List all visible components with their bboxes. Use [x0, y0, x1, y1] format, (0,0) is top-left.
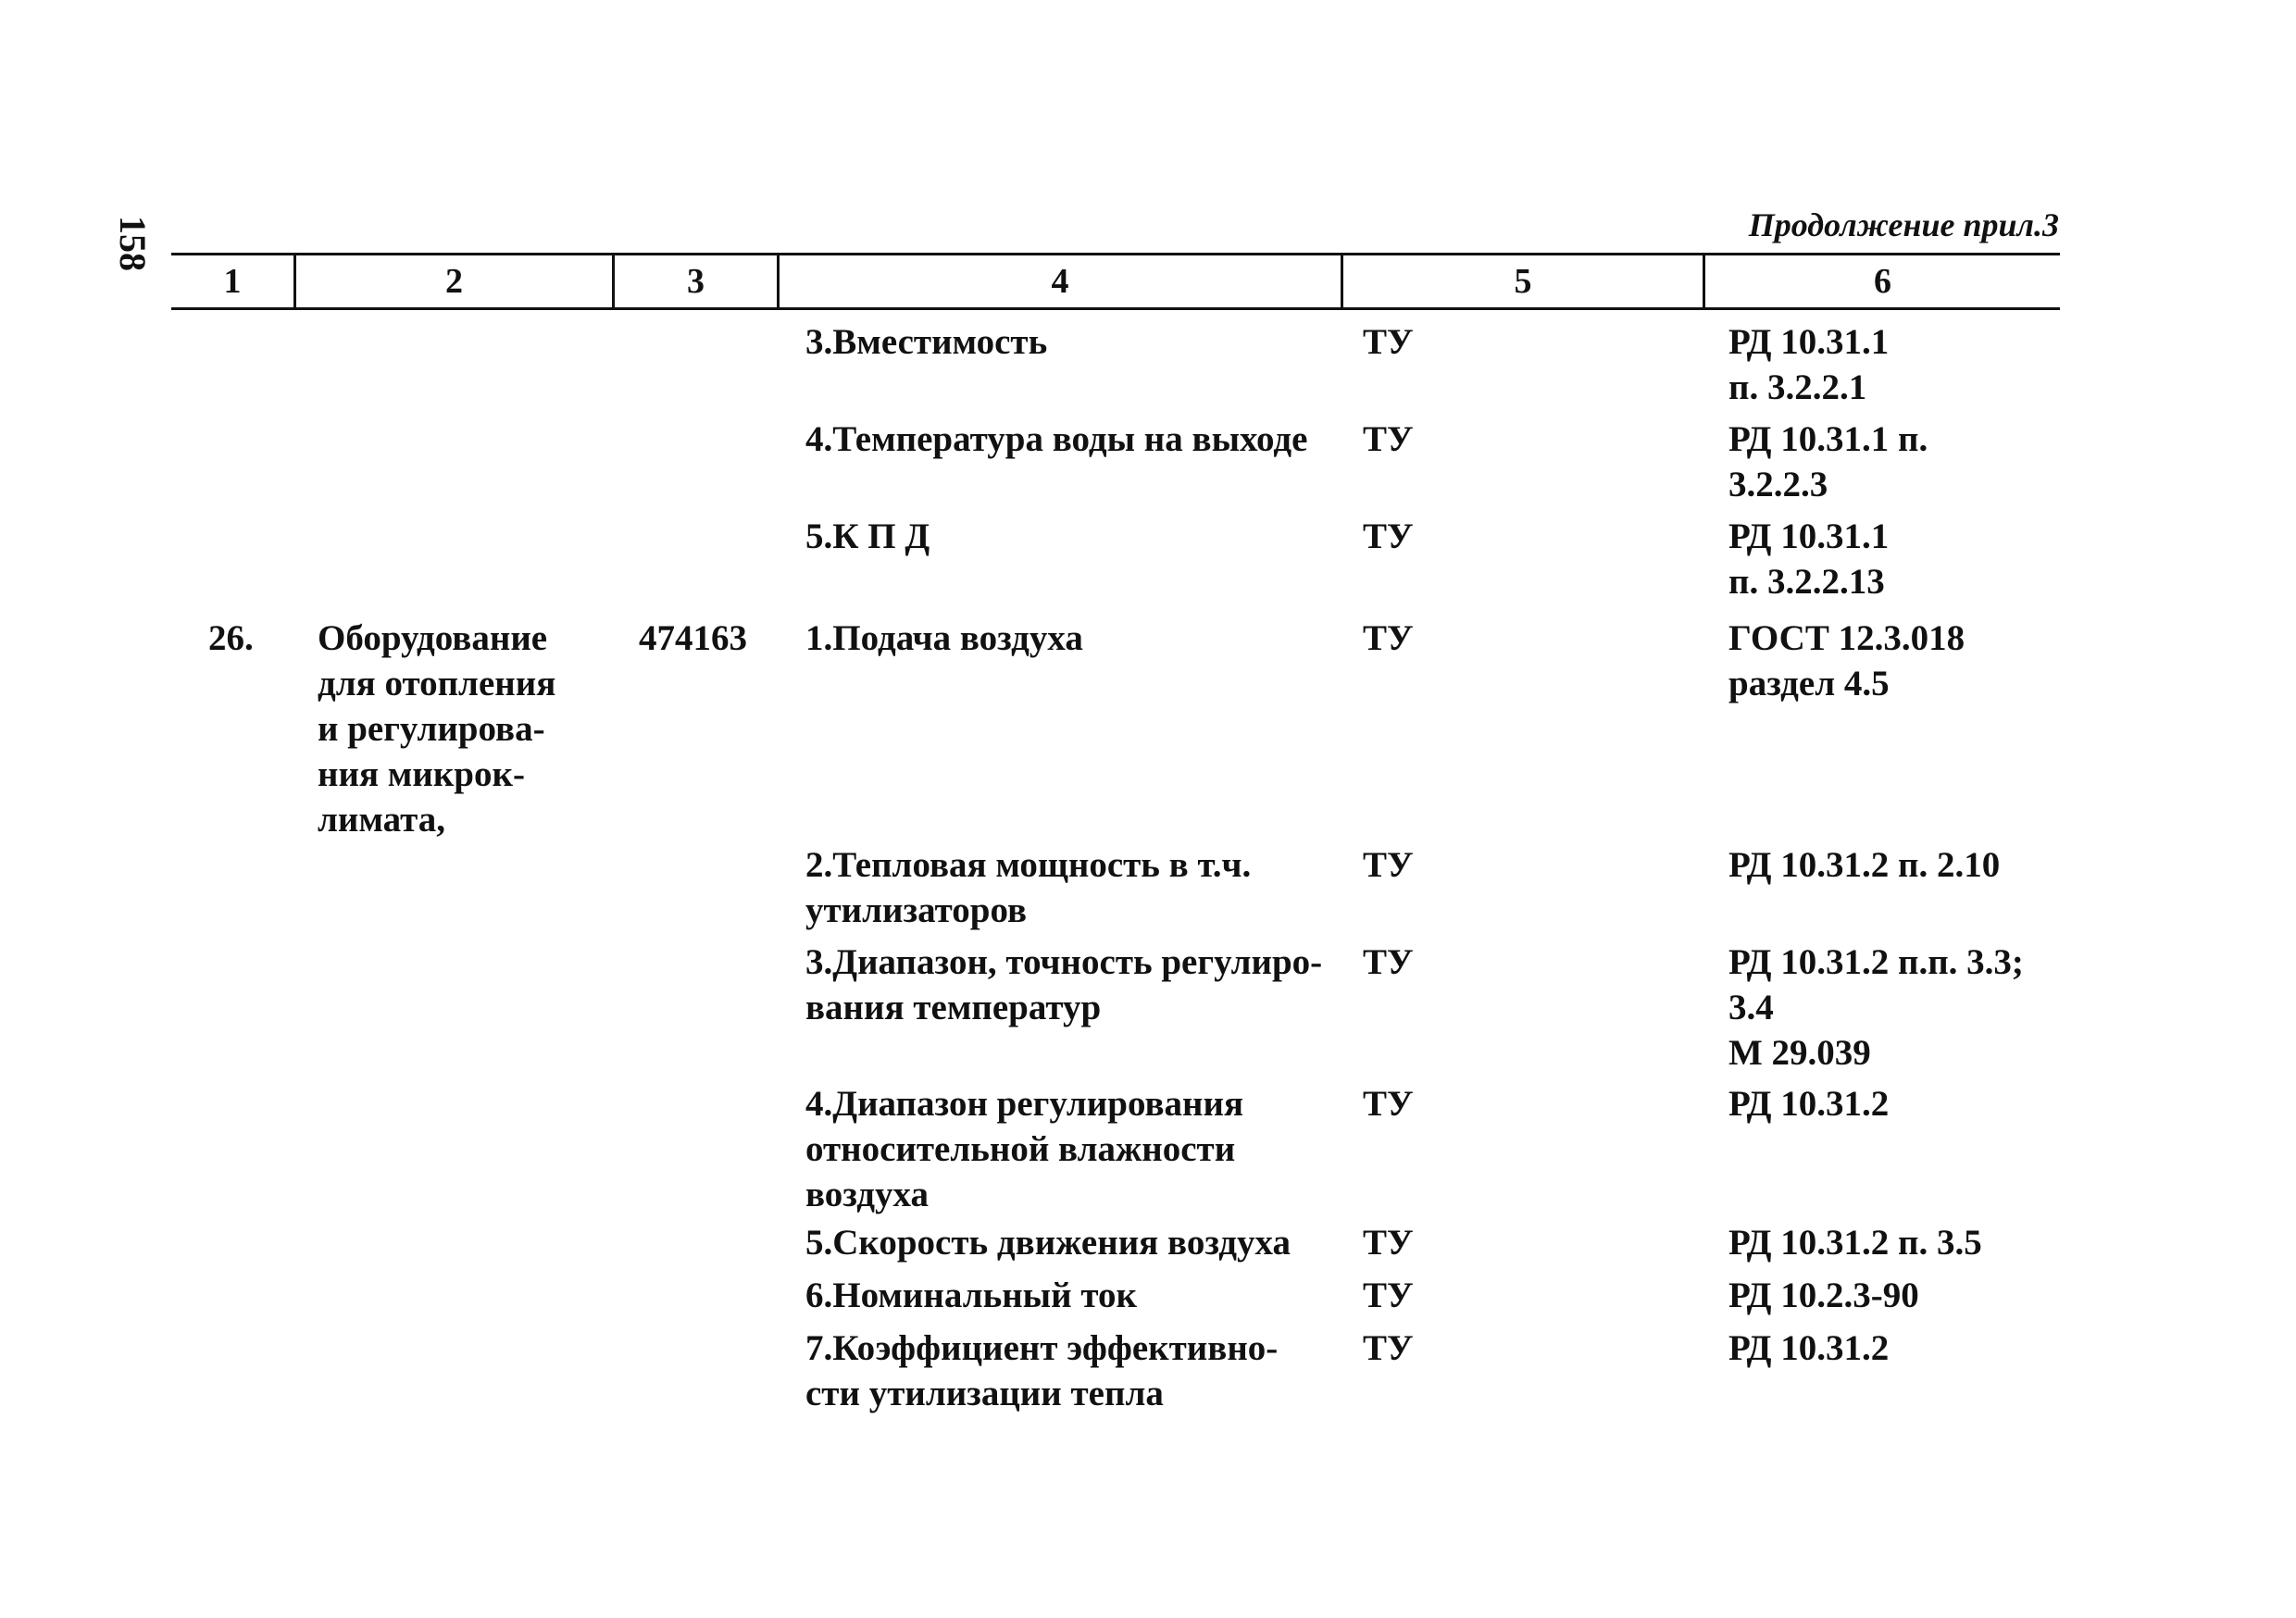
reference-line: РД 10.31.2 п. 3.5: [1728, 1223, 1982, 1263]
column-number-4: 4: [1051, 262, 1069, 301]
item-name-line: лимата,: [318, 800, 446, 840]
parameter-line: 4.Температура воды на выходе: [805, 419, 1308, 459]
column-number-6: 6: [1874, 262, 1891, 301]
table-top-rule: [171, 253, 2060, 255]
reference-line: РД 10.31.1 п.: [1728, 419, 1928, 459]
reference-line: РД 10.31.1: [1728, 322, 1890, 362]
reference-line: ГОСТ 12.3.018: [1728, 618, 1965, 658]
reference-line: РД 10.31.2 п.п. 3.3;: [1728, 942, 2024, 982]
reference-line: п. 3.2.2.1: [1728, 367, 1867, 407]
source-document: ТУ: [1363, 1084, 1414, 1124]
reference-line: 3.4: [1728, 988, 1774, 1027]
page-number: 158: [112, 216, 154, 271]
source-document: ТУ: [1363, 845, 1414, 885]
column-number-1: 1: [223, 262, 242, 301]
parameter-line: 5.Скорость движения воздуха: [805, 1223, 1292, 1263]
row-number: 26.: [208, 618, 254, 658]
parameter-line: вания температур: [805, 988, 1102, 1027]
column-number-2: 2: [445, 262, 463, 301]
reference-line: раздел 4.5: [1728, 664, 1890, 703]
reference-line: 3.2.2.3: [1728, 465, 1828, 504]
parameter-line: 1.Подача воздуха: [805, 618, 1083, 658]
reference-line: РД 10.31.2: [1728, 1084, 1890, 1124]
reference-line: РД 10.31.1: [1728, 517, 1890, 556]
source-document: ТУ: [1363, 942, 1414, 982]
source-document: ТУ: [1363, 322, 1414, 362]
product-code: 474163: [639, 618, 747, 658]
reference-line: РД 10.31.2 п. 2.10: [1728, 845, 2001, 885]
reference-line: М 29.039: [1728, 1033, 1871, 1073]
parameter-line: 2.Тепловая мощность в т.ч.: [805, 845, 1252, 885]
reference-line: п. 3.2.2.13: [1728, 562, 1885, 602]
column-number-5: 5: [1514, 262, 1532, 301]
parameter-line: относительной влажности: [805, 1129, 1236, 1169]
continuation-label: Продолжение прил.3: [1748, 206, 2059, 243]
parameter-line: 4.Диапазон регулирования: [805, 1084, 1244, 1124]
source-document: ТУ: [1363, 1276, 1414, 1315]
parameter-line: 3.Диапазон, точность регулиро-: [805, 942, 1323, 982]
item-name-line: ния микрок-: [318, 754, 525, 794]
item-name-line: Оборудование: [318, 618, 548, 658]
parameter-line: воздуха: [805, 1175, 929, 1214]
parameter-line: 5.К П Д: [805, 517, 930, 556]
parameter-line: сти утилизации тепла: [805, 1374, 1164, 1413]
parameter-line: 3.Вместимость: [805, 322, 1048, 362]
column-number-3: 3: [687, 262, 705, 301]
item-name-line: для отопления: [318, 664, 556, 703]
source-document: ТУ: [1363, 419, 1414, 459]
parameter-line: 6.Номинальный ток: [805, 1276, 1137, 1315]
item-name-line: и регулирова-: [318, 709, 545, 749]
source-document: ТУ: [1363, 517, 1414, 556]
table-header-rule: [171, 307, 2060, 310]
parameter-line: 7.Коэффициент эффективно-: [805, 1328, 1279, 1368]
parameter-line: утилизаторов: [805, 890, 1028, 930]
source-document: ТУ: [1363, 1223, 1414, 1263]
source-document: ТУ: [1363, 618, 1414, 658]
reference-line: РД 10.31.2: [1728, 1328, 1890, 1368]
source-document: ТУ: [1363, 1328, 1414, 1368]
reference-line: РД 10.2.3-90: [1728, 1276, 1919, 1315]
